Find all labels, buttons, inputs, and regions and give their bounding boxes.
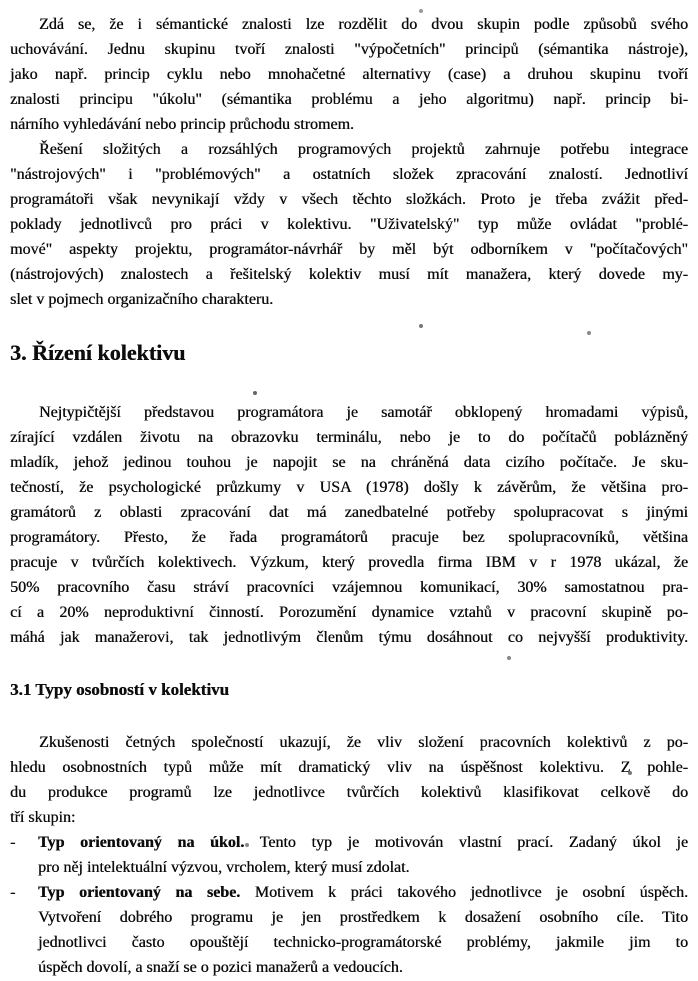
text-line: máhá jak manažerovi, tak jednotlivým členům týmu dosáhnout co nejvyšší produktivity. (10, 629, 688, 646)
subsection-heading: 3.1 Typy osobností v kolektivu (10, 680, 230, 699)
list-item-lead: Typ orientovaný na úkol. (38, 834, 245, 851)
text-line: cí a 20% neproduktivní činností. Porozumění dynamice vztahů v pracovní skupině po- (10, 604, 688, 621)
text-line: tečností, že psychologické průzkumy v USA (1978) došly k závěrům, že většina pro- (10, 479, 688, 496)
scan-noise-speckles (0, 0, 2, 2)
paragraph-project-integration (10, 137, 688, 312)
text-line: gramátorů z oblasti zpracování dat má zanedbatelné potřeby spolupracovat s jinými (10, 504, 688, 521)
paragraph-semantic-knowledge (10, 12, 688, 137)
text-line: programátoři však nevynikají vždy v všech těchto složkách. Proto je třeba zvážit před- (10, 191, 688, 208)
text-line (38, 880, 688, 905)
text-line: poklady jednotlivců pro práci v kolektivu. "Uživatelský" typ může ovládat "problé- (10, 216, 688, 233)
vertical-gap (10, 366, 688, 400)
text-line: (nástrojových) znalostech a řešitelský kolektiv musí mít manažera, který dovede my- (10, 266, 688, 283)
text-line (38, 830, 688, 855)
text-line: znalosti principu "úkolu" (sémantika problému a jeho algoritmu) např. princip bi- (10, 91, 688, 108)
text-line: Řešení složitých a rozsáhlých programových projektů zahrnuje potřebu integrace (39, 141, 688, 158)
text-line: zírající vzdálen životu na obrazovku terminálu, nebo je to do počítačů poblázněný (10, 429, 688, 446)
text-line: Vytvoření dobrého programu je jen prostředkem k dosažení osobního cíle. Tito (38, 909, 688, 926)
section-heading: 3. Řízení kolektivu (10, 340, 186, 365)
text-line: Zkušenosti četných společností ukazují, že vliv složení pracovních kolektivů z po- (39, 734, 688, 751)
list-item-rest: Motivem k práci takového jednotlivce je osobní úspěch. (240, 884, 688, 901)
text-line: nárního vyhledávání nebo princip průchodu stromem. (10, 116, 354, 133)
text-line: mové" aspekty projektu, programátor-návrhář by měl být odborníkem v "počítačových" (10, 241, 688, 258)
text-line: "nástrojových" i "problémových" a ostatních složek zpracování znalostí. Jednotliví (10, 166, 688, 183)
paragraph-personality-types-intro (10, 730, 688, 830)
list-item-body (38, 880, 688, 980)
list-item-self-oriented (10, 880, 688, 980)
text-line: tří skupin: (10, 809, 76, 826)
paragraph-programmer-image (10, 400, 688, 650)
list-item-marker: - (10, 834, 16, 851)
text-line: jednotlivci často opouštějí technicko-programátorské problémy, jakmile jim to (38, 934, 688, 951)
text-line: 50% pracovního času stráví pracovníci vzájemnou komunikací, 30% samostatnou pra- (10, 579, 688, 596)
text-line: pracuje v tvůrčích kolektivech. Výzkum, který provedla firma IBM v r 1978 ukázal, že (10, 554, 688, 571)
text-line: Nejtypičtější představou programátora je samotář obklopený hromadami výpisů, (39, 404, 688, 421)
list-item-rest: Tento typ je motivován vlastní prací. Zadaný úkol je (244, 834, 688, 851)
vertical-gap (10, 700, 688, 730)
list-item-body (38, 830, 688, 880)
text-line: slet v pojmech organizačního charakteru. (10, 291, 274, 308)
text-line: uchovávání. Jednu skupinu tvoří znalosti "výpočetních" principů (sémantika nástroje), (10, 41, 688, 58)
text-line: hledu osobnostních typů může mít dramatický vliv na úspěšnost kolektivu. Z pohle- (10, 759, 688, 776)
text-line: programátory. Přesto, že řada programátorů pracuje bez spolupracovníků, většina (10, 529, 688, 546)
text-line: du produkce programů lze jednotlivce tvůrčích kolektivů klasifikovat celkově do (10, 784, 688, 801)
text-line: pro něj intelektuální výzvou, vrcholem, který musí zdolat. (38, 859, 410, 876)
text-line: jako např. princip cyklu nebo mnohačetné alternativy (case) a druhou skupinu tvoří (10, 66, 688, 83)
text-line: Zdá se, že i sémantické znalosti lze rozdělit do dvou skupin podle způsobů svého (39, 16, 688, 33)
text-line: mladík, jehož jedinou touhou je napojit se na chráněná data cizího počítače. Je sku- (10, 454, 688, 471)
list-item-marker: - (10, 884, 16, 901)
list-item-task-oriented (10, 830, 688, 880)
list-item-lead: Typ orientovaný na sebe. (38, 884, 241, 901)
text-line: úspěch dovolí, a snaží se o pozici manažerů a vedoucích. (38, 959, 403, 976)
